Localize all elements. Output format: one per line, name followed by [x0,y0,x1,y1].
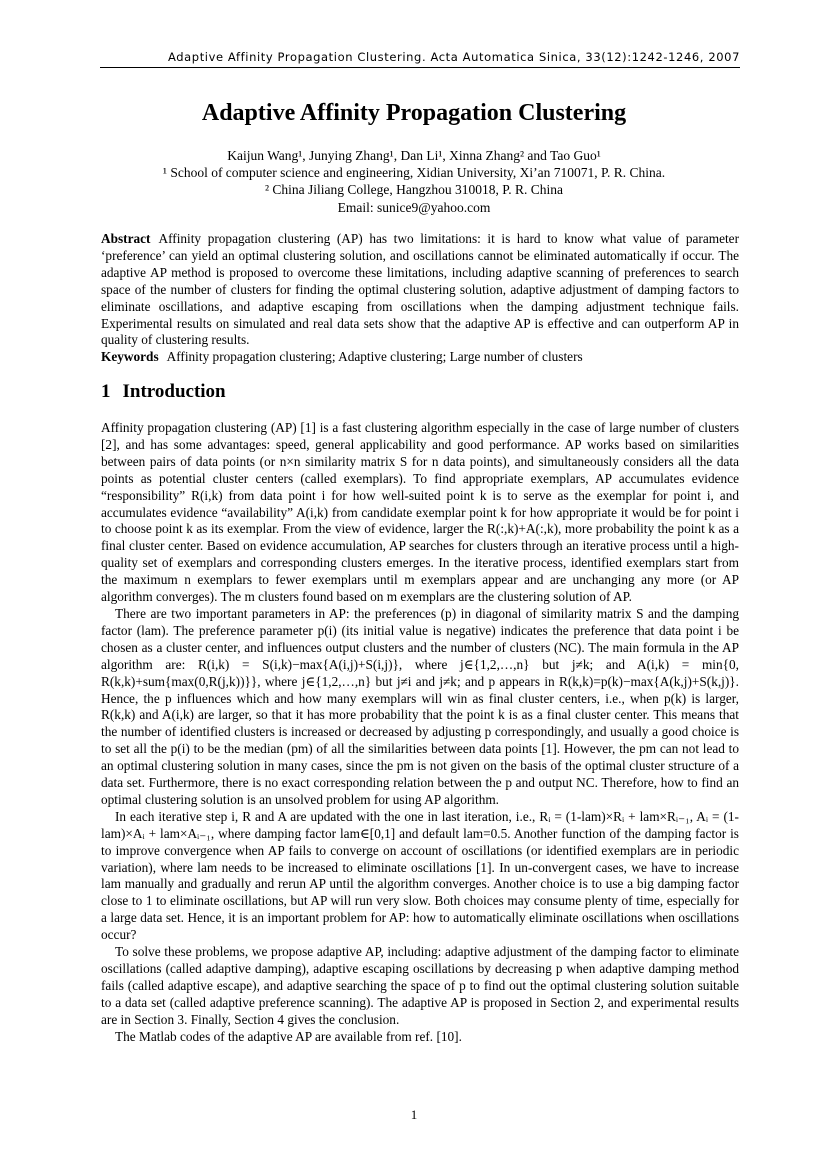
section-heading [101,381,226,403]
abstract-label: Abstract [101,231,151,246]
contact-email: Email: sunice9@yahoo.com [337,199,491,215]
paragraph: Affinity propagation clustering (AP) [1] is a fast clustering algorithm especially in the case of large number of clusters [2], and has some advantages: speed, general applicability and good performance. AP works based on similarities between pairs of data points (or n×n similarity matrix S for n data points), and simultaneously considers all the data points as potential cluster centers (called exemplars). To find appropriate exemplars, AP accumulates evidence “responsibility” R(i,k) from data point i for how well-suited point k is to serve as the exemplar for point i, and accumulates evidence “availability” A(i,k) from candidate exemplar point k for how appropriate it would be for point i to choose point k as its exemplar. From the view of evidence, larger the R(:,k)+A(:,k), more probability the point k as a final cluster center. Based on evidence accumulation, AP searches for clusters through an iterative process until a high-quality set of exemplars and corresponding clusters emerges. In the iterative process, identified exemplars start from the maximum n exemplars to fewer exemplars until m exemplars appear and are unchanging any more (or AP algorithm converges). The m clusters found based on m exemplars are the clustering solution of AP. [101,420,739,605]
keywords-text: Affinity propagation clustering; Adaptive clustering; Large number of clusters [166,349,583,364]
section-number: 1 [101,381,111,402]
keywords [101,349,739,366]
section-body [101,420,739,1046]
author-block [0,147,828,216]
section-title: Introduction [122,381,226,402]
abstract [101,231,739,349]
running-header: Adaptive Affinity Propagation Clustering. Acta Automatica Sinica, 33(12):1242-1246, 2007 [100,50,740,68]
keywords-label: Keywords [101,349,159,364]
page-number: 1 [410,1107,418,1122]
author-list: Kaijun Wang¹, Junying Zhang¹, Dan Li¹, Xinna Zhang² and Tao Guo¹ [227,148,601,163]
paragraph: There are two important parameters in AP: the preferences (p) in diagonal of similarity matrix S and the damping factor (lam). The preference parameter p(i) (its initial value is negative) indicates the preference that data point i be chosen as a cluster center, and influences output clusters and the number of clusters (NC). The main formula in the AP algorithm are: R(i,k) = S(i,k)−max{A(i,j)+S(i,j)}, where j∈{1,2,…,n} but j≠k; and A(i,k) = min{0, R(k,k)+sum{max(0,R(j,k))}}, where j∈{1,2,…,n} but j≠i and j≠k; and p appears in R(k,k)=p(k)−max{A(k,j)+S(k,j)}. Hence, the p influences which and how many exemplars will win as final cluster centers, i.e., when p(k) is larger, R(k,k) and A(i,k) are larger, so that it has more probability that the point k is as a final cluster center. This means that the number of identified clusters is increased or decreased by adjusting p correspondingly, and usually a good choice is to set all the p(i) to be the median (pm) of all the similarities between data points [1]. However, the pm can not lead to an optimal clustering solution in many cases, since the pm is not given on the basis of the optimal cluster structure of a data set. Furthermore, there is no exact corresponding relation between the p and output NC. Therefore, how to find an optimal clustering solution is an unsolved problem for using AP algorithm. [101,605,739,807]
affiliation-2: ² China Jiliang College, Hangzhou 310018, P. R. China [264,182,564,198]
paper-title: Adaptive Affinity Propagation Clustering [201,100,627,126]
paragraph: The Matlab codes of the adaptive AP are available from ref. [10]. [115,1028,462,1044]
affiliation-1: ¹ School of computer science and engineering, Xidian University, Xi’an 710071, P. R. China. [162,165,666,181]
paragraph: To solve these problems, we propose adaptive AP, including: adaptive adjustment of the damping factor to eliminate oscillations (called adaptive damping), adaptive escaping oscillations by decreasing p when adaptive damping method fails (called adaptive escape), and adaptive searching the space of p to find out the optimal clustering solution suitable to a data set (called adaptive preference scanning). The adaptive AP is proposed in Section 2, and experimental results are in Section 3. Finally, Section 4 gives the conclusion. [101,944,739,1027]
paragraph: In each iterative step i, R and A are updated with the one in last iteration, i.e., Rᵢ = (1-lam)×Rᵢ + lam×Rᵢ₋₁, Aᵢ = (1-lam)×Aᵢ + lam×Aᵢ₋₁, where damping factor lam∈[0,1] and default lam=0.5. Another function of the damping factor is to improve convergence when AP fails to converge on account of oscillations (or identified exemplars are in periodic variation), where lam needs to be increased to eliminate oscillations [1]. In un-convergent cases, we have to increase lam manually and gradually and rerun AP until the algorithm converges. Another choice is to use a big damping factor close to 1 to eliminate oscillations, but AP will run very slow. Both choices may consume plenty of time, especially for a large data set. Hence, it is an important problem for AP: how to automatically eliminate oscillations when oscillations occur? [101,808,739,943]
abstract-text: Affinity propagation clustering (AP) has two limitations: it is hard to know what value of parameter ‘preference’ can yield an optimal clustering solution, and oscillations cannot be eliminated automatically if occur. The adaptive AP method is proposed to overcome these limitations, including adaptive scanning of preferences to search space of the number of clusters for finding the optimal clustering solution, adaptive adjustment of damping factors to eliminate oscillations, and adaptive escaping from oscillations when the damping adjustment technique fails. Experimental results on simulated and real data sets show that the adaptive AP is effective and can outperform AP in quality of clustering results. [101,231,739,348]
